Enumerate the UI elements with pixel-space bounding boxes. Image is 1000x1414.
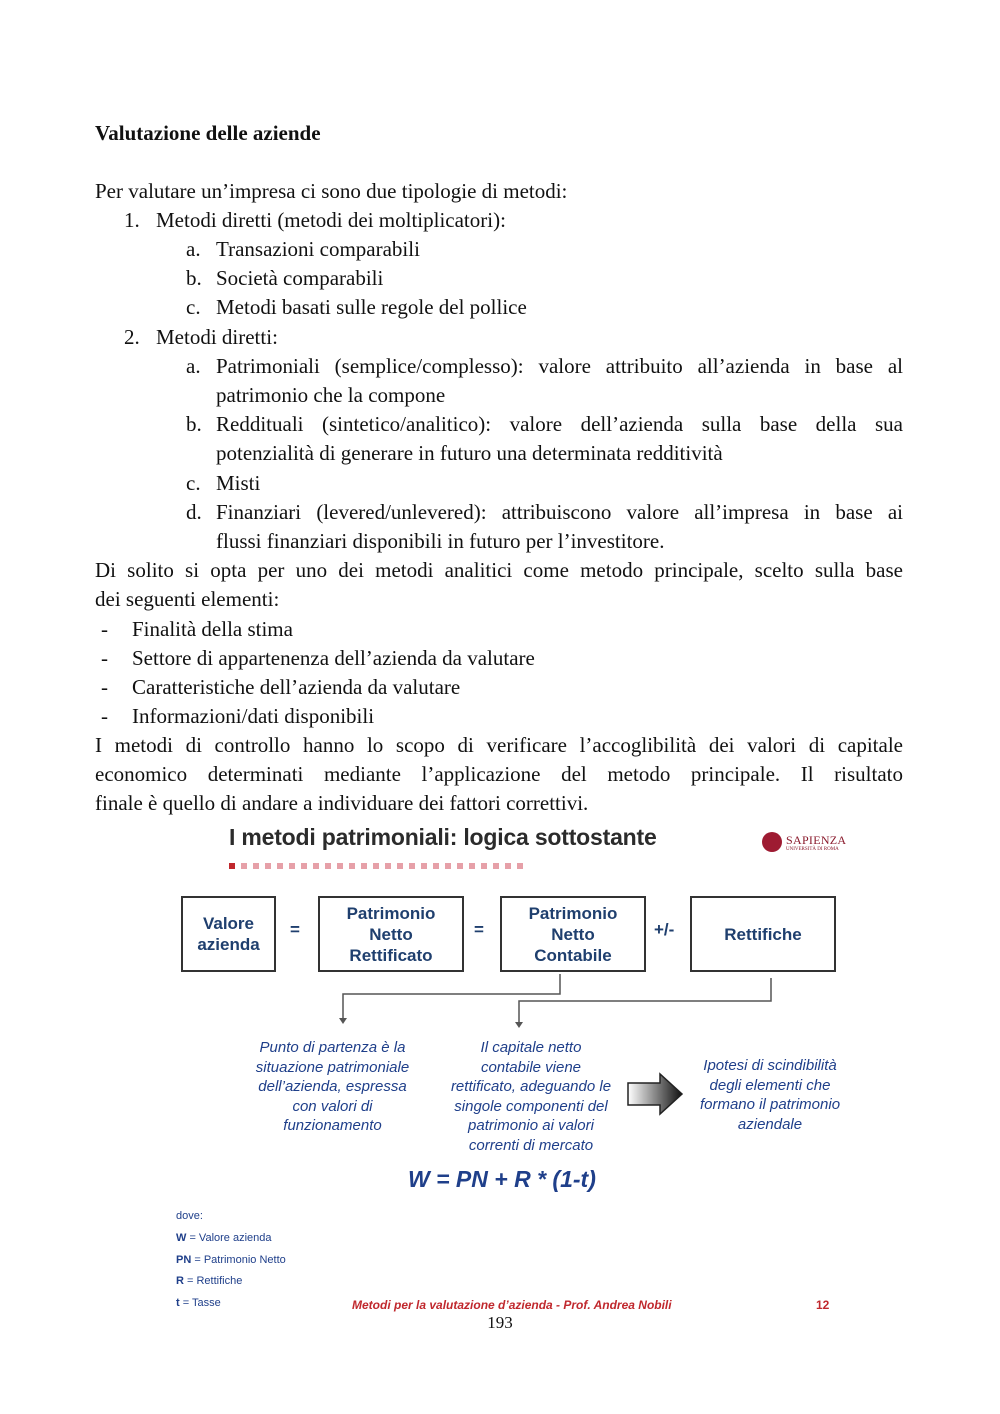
bullet-marker: - — [101, 617, 108, 641]
list2-letter: b. — [186, 412, 202, 436]
list2-number: 2. — [124, 325, 140, 349]
legend-item — [176, 1254, 286, 1266]
list2-item-line: Patrimoniali (semplice/complesso): valore attribuito all’azienda in base al — [216, 354, 903, 378]
list2-item-line: potenzialità di generare in futuro una determinata redditività — [216, 441, 723, 465]
paragraph-line: Di solito si opta per uno dei metodi analitici come metodo principale, scelto sulla base — [95, 558, 903, 582]
list1-item: Metodi basati sulle regole del pollice — [216, 295, 527, 319]
box-pn-rettificato: Patrimonio Netto Rettificato — [318, 896, 464, 972]
box-pn-contabile: Patrimonio Netto Contabile — [500, 896, 646, 972]
intro-text: Per valutare un’impresa ci sono due tipologie di metodi: — [95, 179, 568, 203]
equals-sign: = — [474, 920, 484, 939]
equals-sign: = — [290, 920, 300, 939]
slide-image — [170, 818, 850, 1312]
slide-title: I metodi patrimoniali: logica sottostante — [229, 824, 657, 850]
legend-item — [176, 1275, 242, 1287]
note-middle: Il capitale netto contabile viene rettificato, adeguando le singole componenti del patrimonio ai valori correnti di mercato — [450, 1039, 612, 1154]
box-valore-azienda: Valore azienda — [181, 896, 276, 972]
list2-item-line: patrimonio che la compone — [216, 383, 446, 407]
legend-symbol: PN — [176, 1254, 192, 1266]
list2-letter: a. — [186, 354, 201, 378]
list2-letter: d. — [186, 500, 202, 524]
logo-subtext: UNIVERSITÀ DI ROMA — [786, 847, 839, 852]
list1-letter: a. — [186, 237, 201, 261]
legend-symbol: R — [176, 1275, 184, 1287]
bullet-item: Informazioni/dati disponibili — [132, 704, 375, 728]
bullet-item: Settore di appartenenza dell’azienda da valutare — [132, 646, 535, 670]
legend-symbol: W — [176, 1232, 187, 1244]
list1-label: Metodi diretti (metodi dei moltiplicatori): — [156, 208, 506, 232]
legend-desc: = Valore azienda — [186, 1232, 272, 1244]
bullet-marker: - — [101, 675, 108, 699]
legend-item — [176, 1297, 221, 1309]
note-left: Punto di partenza è la situazione patrimoniale dell’azienda, espressa con valori di funzionamento — [255, 1039, 410, 1134]
legend-desc: = Patrimonio Netto — [191, 1254, 286, 1266]
slide-footer: Metodi per la valutazione d’azienda - Prof. Andrea Nobili — [352, 1298, 672, 1312]
list2-label: Metodi diretti: — [156, 325, 278, 349]
legend-item — [176, 1232, 272, 1244]
paragraph-line: finale è quello di andare a individuare dei fattori correttivi. — [95, 791, 589, 815]
legend-desc: = Rettifiche — [183, 1275, 243, 1287]
legend-symbol: t — [176, 1297, 180, 1309]
page-title: Valutazione delle aziende — [95, 121, 321, 145]
list1-item: Società comparabili — [216, 266, 384, 290]
list2-item-line: Finanziari (levered/unlevered): attribuiscono valore all’impresa in base ai — [216, 500, 903, 524]
legend-dove: dove: — [176, 1210, 203, 1222]
list2-item-line: Misti — [216, 471, 261, 495]
slide-number: 12 — [816, 1298, 830, 1312]
paragraph-line: dei seguenti elementi: — [95, 587, 280, 611]
logo-text: SAPIENZA — [786, 833, 847, 847]
legend-desc: = Tasse — [179, 1297, 221, 1309]
paragraph-line: I metodi di controllo hanno lo scopo di verificare l’accoglibilità dei valori di capitale — [95, 733, 903, 757]
plus-minus-sign: +/- — [654, 920, 675, 939]
list1-letter: c. — [186, 295, 201, 319]
list1-item: Transazioni comparabili — [216, 237, 420, 261]
page-number: 193 — [487, 1313, 513, 1332]
bullet-item: Caratteristiche dell’azienda da valutare — [132, 675, 461, 699]
bullet-marker: - — [101, 704, 108, 728]
list1-number: 1. — [124, 208, 140, 232]
box-rettifiche: Rettifiche — [690, 896, 836, 972]
bullet-marker: - — [101, 646, 108, 670]
note-right: Ipotesi di scindibilità degli elementi che formano il patrimonio aziendale — [699, 1057, 841, 1133]
paragraph-line: economico determinati mediante l’applicazione del metodo principale. Il risultato — [95, 762, 903, 786]
list2-item-line: Reddituali (sintetico/analitico): valore dell’azienda sulla base della sua — [216, 412, 903, 436]
list2-letter: c. — [186, 471, 201, 495]
list1-letter: b. — [186, 266, 202, 290]
formula: W = PN + R * (1-t) — [408, 1166, 596, 1192]
list2-item-line: flussi finanziari disponibili in futuro per l’investitore. — [216, 529, 665, 553]
bullet-item: Finalità della stima — [132, 617, 293, 641]
